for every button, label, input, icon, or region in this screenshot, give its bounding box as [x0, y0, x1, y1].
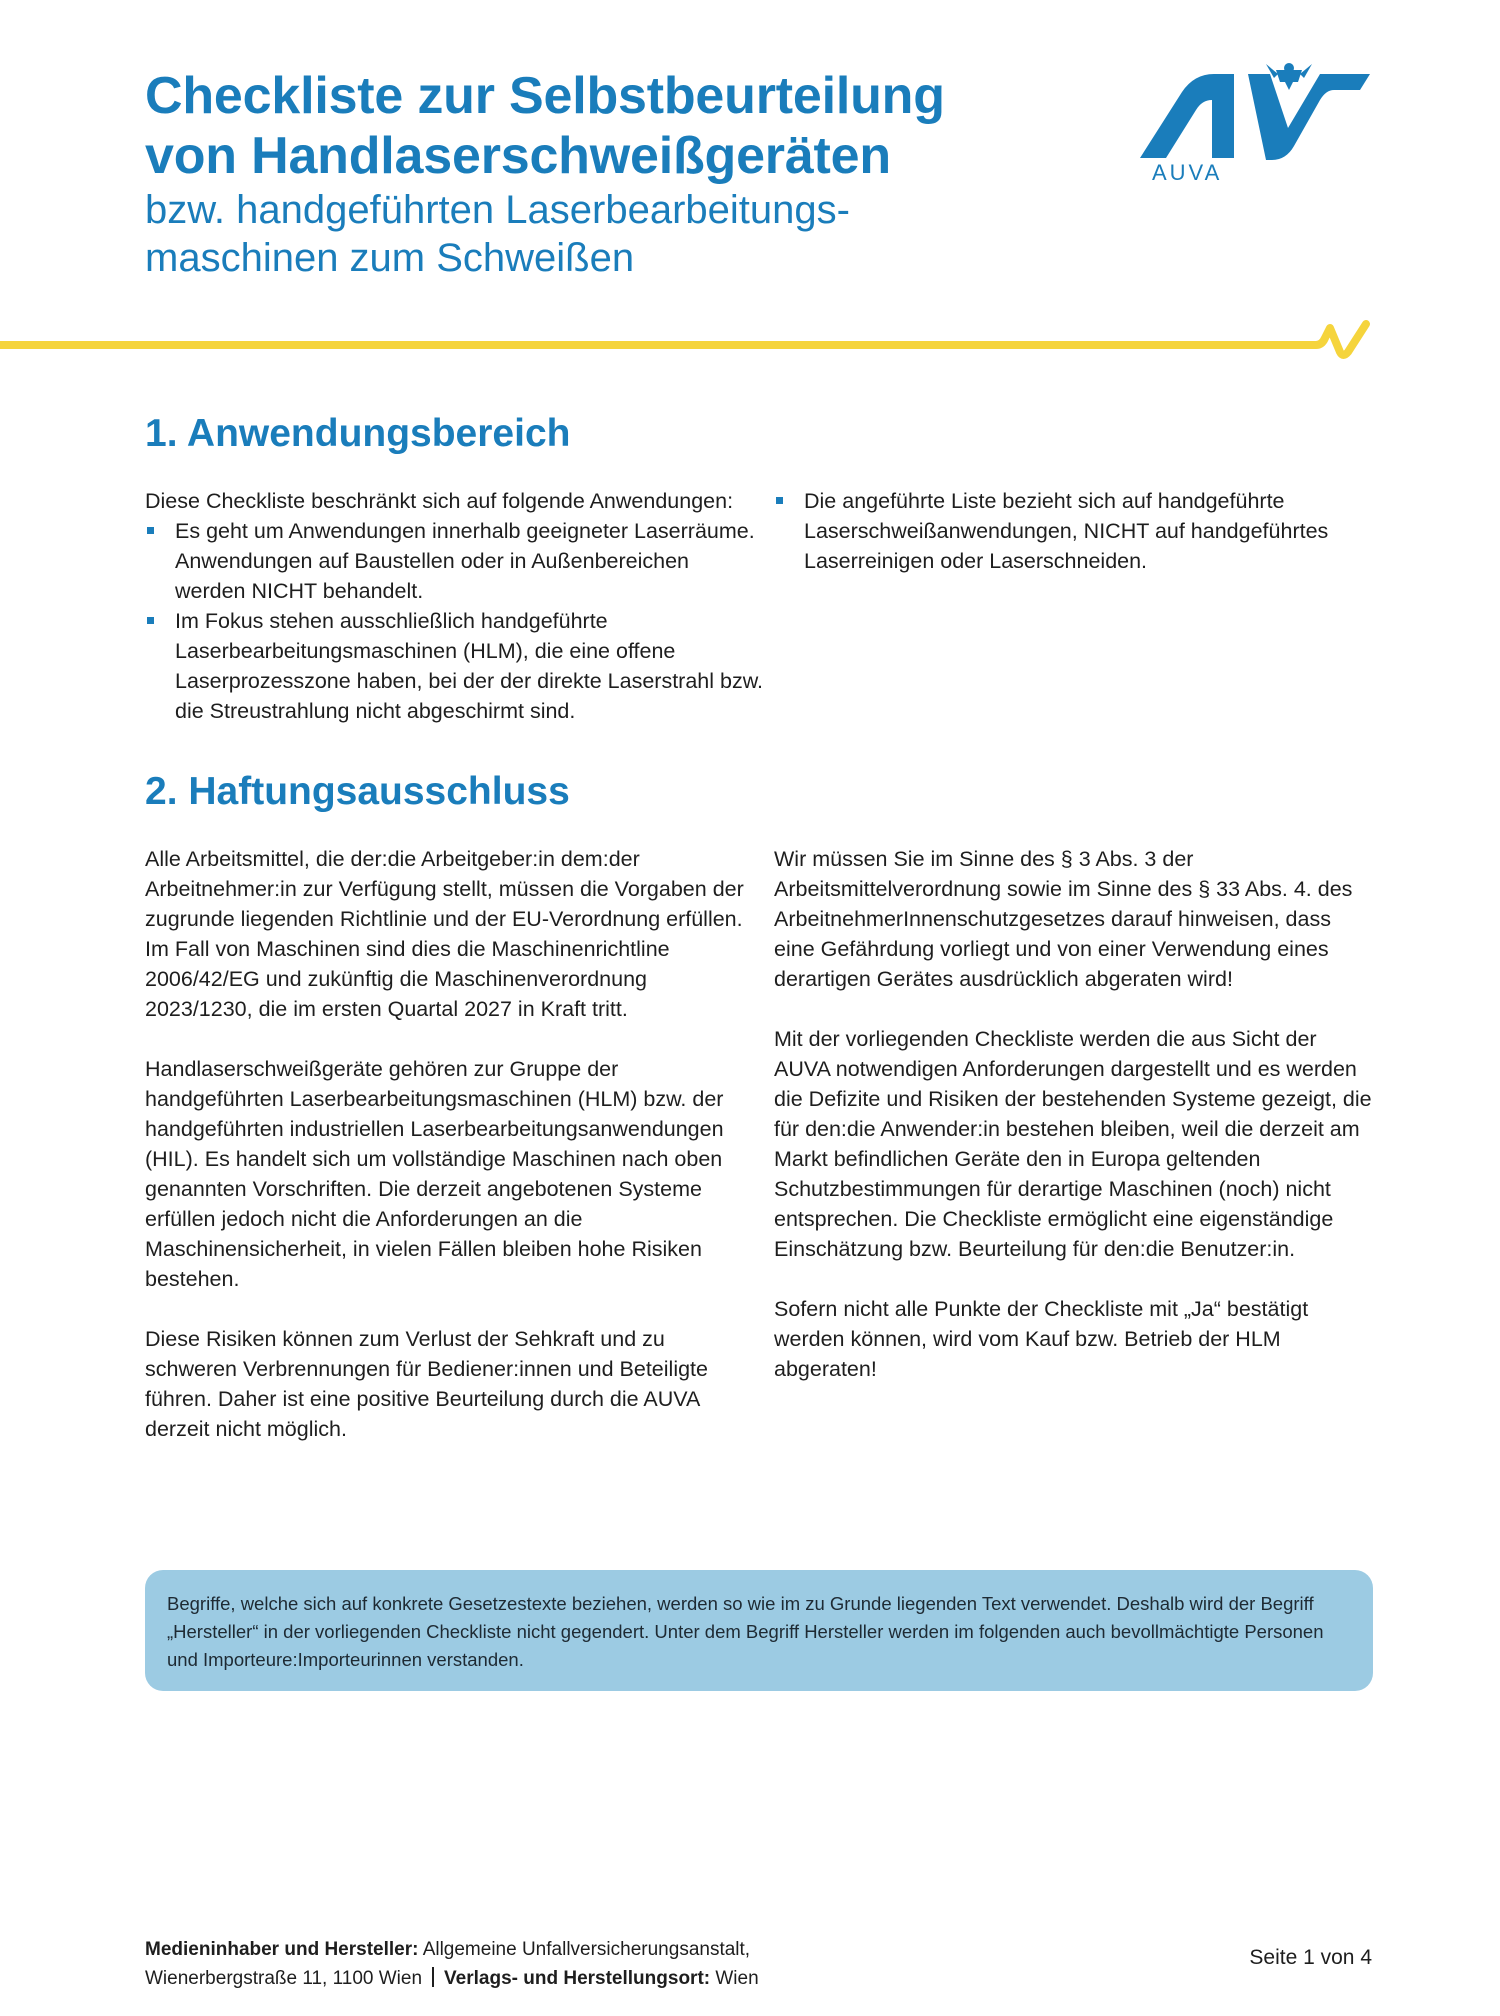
section-2-right-column — [774, 844, 1374, 1384]
footer-address: Wienerbergstraße 11, 1100 Wien — [145, 1968, 423, 1989]
page-title-line-1: Checkliste zur Selbstbeurteilung — [145, 67, 945, 125]
list-item: Es geht um Anwendungen innerhalb geeigneter Laserräume. Anwendungen auf Baustellen oder in Außenbereichen werden NICHT behandelt. — [145, 516, 765, 606]
section-2-left-column — [145, 844, 755, 1444]
section-2-paragraph-5: Mit der vorliegenden Checkliste werden die aus Sicht der AUVA notwendigen Anforderungen dargestellt und es werden die Defizite und Risiken der bestehenden Systeme gezeigt, die für den:die Anwender:in bestehen bleiben, weil die derzeit am Markt befindlichen Geräte den in Europa geltenden Schutzbestimmungen für derartige Maschinen (noch) nicht entsprechen. Die Checkliste ermöglicht eine eigenständige Einschätzung bzw. Beurteilung für den:die Benutzer:in. — [774, 1027, 1372, 1261]
footer-place-label: Verlags- und Herstellungsort: — [444, 1968, 711, 1989]
section-1-bullet-list — [145, 516, 765, 726]
title-block — [145, 66, 1105, 282]
section-1-right-column — [774, 486, 1354, 576]
footer-separator — [432, 1967, 434, 1987]
yellow-divider-wave — [1296, 318, 1376, 362]
list-item: Die angeführte Liste bezieht sich auf handgeführte Laserschweißanwendungen, NICHT auf handgeführtes Laserreinigen oder Laserschneiden. — [774, 486, 1354, 576]
list-item: Im Fokus stehen ausschließlich handgeführte Laserbearbeitungsmaschinen (HLM), die eine offene Laserprozesszone haben, bei der der direkte Laserstrahl bzw. die Streustrahlung nicht abgeschirmt sind. — [145, 606, 765, 726]
section-2-paragraph-1: Alle Arbeitsmittel, die der:die Arbeitgeber:in dem:der Arbeitnehmer:in zur Verfügung stellt, müssen die Vorgaben der zugrunde liegenden Richtlinie und der EU-Verordnung erfüllen. Im Fall von Maschinen sind dies die Maschinenrichtline 2006/42/EG und zukünftig die Maschinenverordnung 2023/1230, die im ersten Quartal 2027 in Kraft tritt. — [145, 847, 744, 1021]
section-2-heading: 2. Haftungsausschluss — [145, 770, 570, 813]
section-1-intro: Diese Checkliste beschränkt sich auf folgende Anwendungen: — [145, 489, 734, 513]
page-title-line-2: von Handlaserschweißgeräten — [145, 127, 891, 185]
section-2-paragraph-6: Sofern nicht alle Punkte der Checkliste mit „Ja“ bestätigt werden können, wird vom Kauf bzw. Betrieb der HLM abgeraten! — [774, 1297, 1309, 1381]
logo-v-shape — [1248, 74, 1370, 160]
note-box — [145, 1570, 1373, 1691]
logo-a-shape — [1140, 74, 1234, 158]
footer-owner-value: Allgemeine Unfallversicherungsanstalt, — [422, 1939, 751, 1960]
section-1-left-column — [145, 486, 765, 726]
auva-logo — [1138, 60, 1374, 188]
logo-text: AUVA — [1152, 160, 1223, 185]
section-2-paragraph-4: Wir müssen Sie im Sinne des § 3 Abs. 3 der Arbeitsmittelverordnung sowie im Sinne des § 33 Abs. 4. des ArbeitnehmerInnenschutzgesetzes darauf hinweisen, dass eine Gefährdung vorliegt und von einer Verwendung eines derartigen Gerätes ausdrücklich abgeraten wird! — [774, 847, 1353, 991]
page-subtitle-line-2: maschinen zum Schweißen — [145, 236, 635, 280]
footer-owner-label: Medieninhaber und Hersteller: — [145, 1939, 419, 1960]
section-2-paragraph-2: Handlaserschweißgeräte gehören zur Gruppe der handgeführten Laserbearbeitungsmaschinen (HLM) bzw. der handgeführten industriellen Laserbearbeitungsanwendungen (HIL). Es handelt sich um vollständige Maschinen nach oben genannten Vorschriften. Die derzeit angebotenen Systeme erfüllen jedoch nicht die Anforderungen an die Maschinensicherheit, in vielen Fällen bleiben hohe Risiken bestehen. — [145, 1057, 724, 1291]
section-2-paragraph-3: Diese Risiken können zum Verlust der Sehkraft und zu schweren Verbrennungen für Bediener:innen und Beteiligte führen. Daher ist eine positive Beurteilung durch die AUVA derzeit nicht möglich. — [145, 1327, 708, 1441]
yellow-divider — [0, 341, 1310, 349]
note-text: Begriffe, welche sich auf konkrete Gesetzestexte beziehen, werden so wie im zu Grunde liegenden Text verwendet. Deshalb wird der Begriff „Hersteller“ in der vorliegenden Checkliste nicht gegendert. Unter dem Begriff Hersteller werden im folgenden auch bevollmächtigte Personen und Importeure:Importeurinnen verstanden. — [167, 1593, 1324, 1670]
section-1-bullet-list-continued — [774, 486, 1354, 576]
section-1-heading: 1. Anwendungsbereich — [145, 412, 571, 455]
page-subtitle-line-1: bzw. handgeführten Laserbearbeitungs- — [145, 188, 850, 232]
page-number: Seite 1 von 4 — [1249, 1946, 1372, 1969]
footer-place-value: Wien — [715, 1968, 759, 1989]
footer-imprint — [145, 1935, 759, 1993]
